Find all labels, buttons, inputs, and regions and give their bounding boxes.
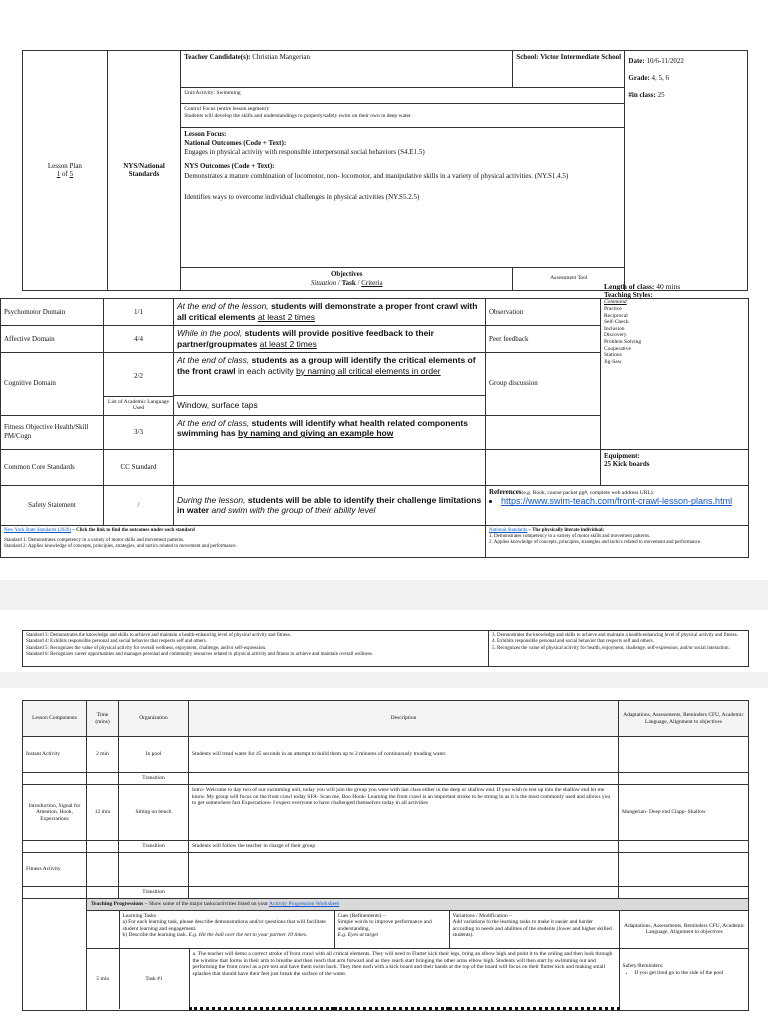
nys-outcome-2: Identifies ways to overcome individual challenges in physical activities (NY.S5.2.5) [184,192,420,201]
teacher-label: Teacher Candidate(s): [184,53,251,61]
task1-marker: a. [192,951,197,958]
domain-assessment: Observation [486,299,601,326]
teaching-progressions-note: – Show some of the major tasks/activities listed on your [144,901,268,907]
learning-tasks-header: Learning Tasks a) For each learning task, please describe demonstrations and/or questions that will facilitate student learning and engagement. b) Describe the learning task. E.g. Hit the ball over the net to your partner 10 times. [119,911,334,949]
objective-criteria: by naming and giving an example how [237,428,394,439]
objective-situation: At the end of class, [177,417,250,428]
objective-task: students will provide positive feedback to their partner/groupmates [177,328,434,349]
standard-item: Standard 2: Applies knowledge of concepts, principles, strategies, and tactics related to movement and performance. [4,543,237,549]
objectives-task: Task [341,278,356,287]
task1-safety-item: • If you get tired go to the side of the pool [635,970,747,977]
worksheet-link[interactable]: Activity Progression Worksheet [269,901,340,907]
standards-right-cell [486,525,749,557]
grade-value: 4, 5, 6 [651,73,670,82]
domain-name: Affective Domain [1,326,104,353]
variations-header [449,911,619,949]
teaching-style-item: Jig-Saw [604,358,622,365]
lesson-plan-total: 5 [69,170,74,179]
standard-item: 5. Recognizes the value of physical activity for health, enjoyment, challenge, self-expression, and/or social interaction. [492,645,730,651]
domain-code: 4/4 [104,326,174,353]
national-standards-link[interactable]: National Standards [489,527,528,533]
safety-italic: and swim with the group of their ability level [211,505,376,516]
lesson-focus-label: Lesson Focus: [184,130,227,138]
objectives-label: Objectives [330,270,363,278]
national-outcomes-value: Engages in physical activity with responsible interpersonal social behaviors (S4.E1.5) [184,147,425,156]
date-grade-cell [625,51,748,291]
intro-adaptation: Mangerian- Deep end Clapp- Shallow [619,785,749,841]
domain-code: 3/3 [104,415,174,449]
references-cell [486,485,749,525]
teaching-progressions-label: Teaching Progressions [91,901,144,907]
transition-label: Transition [119,841,189,853]
control-focus-value: Students will develop the skills and understandings to properly/safely swim on their own in deep water. [184,112,412,119]
safety-label: Safety Statement [1,485,104,525]
grade-label: Grade: [628,73,650,82]
task1-description [189,949,619,1009]
domain-name: Fitness Objective Health/Skill PM/Cogn [1,415,104,449]
nys-outcomes-label: NYS Outcomes (Code + Text): [184,162,275,171]
learning-tasks-label: Learning Tasks [122,912,157,919]
lesson-plan-page-3 [0,688,768,1024]
length-of-class [604,282,680,291]
objective-task: students will demonstrate a proper front crawl with all critical elements [177,301,478,322]
assessment-tool-label: Assessment Tool [513,268,625,291]
domain-assessment [486,415,601,449]
teaching-style-item: Stations [604,352,622,359]
teaching-style-item: Inclusion [604,325,625,332]
header-description: Description [189,701,619,737]
domain-code-cell [104,353,174,416]
objective-task: students will identify what health related components [251,417,468,428]
header-time: Time (mins) [87,701,119,737]
standard-item: Standard 3: Demonstrates the knowledge and skills to achieve and maintain a health-enhancing level of physical activity and fitness. [26,633,292,638]
standards-left-continued [23,631,489,667]
domain-code: 1/1 [104,299,174,326]
objective-mid: swimming has [177,428,236,439]
equipment-label: Equipment: [604,451,640,460]
standard-item: Standard 1: Demonstrates competency in a variety of motor skills and movement patterns. [4,537,185,543]
intro-time: 12 min [87,785,119,841]
teaching-styles-block [604,291,745,365]
task1-name: Task #1 [119,949,189,1009]
objective-criteria: at least 2 times [257,311,315,322]
teaching-style-item: Cooperative [604,345,631,352]
teaching-style-item: Self-Check [604,319,629,326]
references-label: References [489,487,522,496]
standard-item: Standard 6: Recognizes career opportunities and manages personal and community resources related to physical activity and fitness to achieve and maintain overall wellness. [26,651,373,657]
objectives-table [0,291,749,558]
standard-item: 2. Applies knowledge of concepts, principles, strategies and tactics related to movement and performance. [489,539,702,545]
lesson-components-table [22,700,749,1011]
intro-label: Introduction, Signal for Attention, Hook, Expectations [23,785,87,841]
teaching-style-item: Discovery [604,332,627,339]
variations-label: Variations / Modification – [452,912,512,919]
domain-objective [174,326,486,353]
learning-tasks-b-example: E.g. Hit the ball over the net to your partner 10 times. [188,932,308,939]
objective-situation: At the end of the lesson, [177,301,269,311]
domain-assessment: Peer feedback [486,326,601,353]
lesson-plan-label: Lesson Plan [47,161,82,170]
standards-label: NYS/National Standards [107,51,180,291]
standards-continued-table [22,630,749,667]
standard-item: 4. Exhibits responsible personal and social behavior that respects self and others. [492,639,654,645]
transition-label: Transition [119,773,189,785]
nys-standards-note: – Click the link to find the outcomes under each standard [72,527,195,533]
transition-label: Transition [119,887,189,899]
header-components: Lesson Components [23,701,87,737]
date-label: Date: [628,57,645,65]
teaching-style-item: Command [604,299,627,306]
cues-note: Simple words to improve performance and understanding. [337,919,432,932]
task1-safety-label: Safety/Reminders: [622,963,664,970]
safety-statement [174,485,486,525]
task1-time: 5 min [87,949,119,1009]
num-class-label: #in class: [628,90,656,99]
learning-tasks-a: For each learning task, please describe demonstrations and/or questions that will facilitate student learning and engagement. [122,919,326,932]
domain-code: 2/2 [104,356,173,397]
learning-tasks-b: Describe the learning task. [128,932,188,939]
unit-value: Swimming [216,90,241,96]
teacher-cell [181,51,513,88]
domain-objective [174,299,486,326]
intro-desc: Intro- Welcome to day two of our swimming unit, today you will join the group you were with last class either in the deep or shallow end. If you wish to test up into the shallow end let me know. My group will focus on the front crawl today SFA- Scan me, Boo Hook- Learning the front crawl is an important stroke to be strong in as it is the most commonly used and allows you to get somewhere fast Expectations- I expect everyone to have challenged themselves today in all activities [189,785,619,841]
variations-note: Add variations to the learning tasks to make it easier and harder according to needs and abilities of the students (lower and higher skilled students). [452,919,612,939]
instant-activity-org: In pool [119,737,189,773]
teacher-name: Christian Mangerian [252,53,310,61]
standard-item: 3. Demonstrates the knowledge and skills to achieve and maintain a health-enhancing level of physical activity and fitness. [492,633,738,638]
objective-criteria: by naming all critical elements in order [296,365,441,376]
national-standards-note: – The physically literate individual: [528,527,605,533]
equipment-cell [601,449,749,485]
task1-safety [619,949,749,1009]
instant-activity-time: 2 min [87,737,119,773]
safety-plain: During the lesson, [177,494,246,505]
standard-item: Standard 4: Exhibits responsible personal and social behavior that respects self and others. [26,639,207,645]
instant-activity-label: Instant Activity [23,737,87,773]
school-name: Victor Intermediate School [540,53,622,61]
length-value: 40 mins [656,282,681,291]
national-outcomes-label: National Outcomes (Code + Text): [184,138,287,147]
safety-bold: students will be able to identify their challenge limitations in water [177,494,482,516]
fitness-activity-label: Fitness Activity [23,853,87,887]
school-cell [513,51,625,88]
references-hint: (e.g. Book, course packet pg#, complete web address URL): [521,489,655,496]
header-organization: Organization [119,701,189,737]
common-core-label: Common Core Standards [1,449,104,485]
unit-label: Unit/Activity: [184,90,216,96]
length-teaching-cell [601,291,749,450]
objectives-criteria: Criteria [361,278,383,287]
objective-situation: While in the pool, [177,328,243,338]
teaching-style-item: Practice [604,305,622,312]
nys-outcome-1: Demonstrates a mature combination of locomotor, non- locomotor, and manipulative skills in a variety of physical activities. (NY.S1.4.5) [184,172,569,180]
control-focus-cell [181,104,625,128]
unit-cell [181,88,625,104]
domain-name: Cognitive Domain [1,353,104,416]
objectives-header: Objectives Situation / Task / Criteria [181,268,513,291]
lesson-plan-header-table [22,50,748,291]
domain-objective [174,415,486,449]
safety-code: / [104,485,174,525]
standard-item: Standard 5: Recognizes the value of physical activity for overall wellness, enjoyment, challenge, and/or self-expression. [26,645,267,651]
language-label: List of Academic Language Used [108,398,169,412]
transition-desc: Students will follow the teacher in charge of their group [189,841,619,853]
domain-name: Psychomotor Domain [1,299,104,326]
lesson-plan-number-cell [23,51,108,291]
length-label: Length of class: [604,282,655,291]
reference-link[interactable]: https://www.swim-teach.com/front-crawl-lesson-plans.html [501,496,733,507]
domain-objective [174,353,486,416]
objective-mid: in each activity [237,365,294,376]
intro-org: Sitting on bench [119,785,189,841]
lesson-plan-page-2 [0,610,768,672]
header-adaptations: Adaptations, Assessments, Reminders CFU, Academic Language, Alignment to objectives [619,701,749,737]
cues-label: Cues (Refinements) – [337,912,386,919]
domain-assessment: Group discussion [486,353,601,416]
standards-left-cell [1,525,486,557]
num-class-value: 25 [657,90,665,99]
progressions-subtable [87,911,749,1011]
standard-item: 1. Demonstrates competency in a variety of motor skills and movement patterns. [489,533,651,539]
teaching-progressions-cell [87,899,749,1011]
school-label: School: [516,53,539,61]
language-value: Window, surface taps [177,400,258,410]
teaching-styles-label: Teaching Styles: [604,291,653,299]
control-focus-label: Control Focus (entire lesson segment): [184,106,270,112]
standards-right-continued [489,631,749,667]
cues-header [334,911,449,949]
objective-criteria: at least 2 times [259,338,317,349]
lesson-plan-number: 1 [56,170,61,179]
common-core-value: CC Standard [104,449,174,485]
instant-activity-desc: Students will tread water for 45 seconds in an attempt to build them up to 2 minutes of continuously treading water. [189,737,619,773]
equipment-value: 25 Kick boards [604,460,650,469]
objective-task: students as a group will identify the critical elements of the front crawl [177,355,476,376]
lesson-plan-of: of [62,170,68,179]
cues-example: E.g. Eyes at target [337,932,379,939]
adapt-header: Adaptations, Assessments, Reminders CFU, Academic Language, Alignment to objectives [619,911,749,949]
date-value: 10/6-11/2022 [646,57,684,65]
teaching-style-item: Reciprocal [604,312,628,319]
objectives-situation: Situation [310,278,337,287]
objective-situation: At the end of class, [177,355,250,365]
nys-standards-link[interactable]: New York State Standards (2020) [4,527,72,533]
lesson-focus-cell [181,128,625,268]
teaching-style-item: Problem Solving [604,338,642,345]
task1-text: The teacher will demo a correct stroke of front crawl with all critical elements. They will need to Flutter kick their legs, bring an elbow high and point it to the ceiling and then look through the window that forms in their arm to breathe and then reach that arm forward and as they reach start bringing the other arms elbow high. Students will then start by swimming out and performing the front crawl as a pre test and have them swim back. They then each with a kick board and their hands at the top of the board will focus on their flutter kick and making small splashes that should have their feet just break the surface of the water. [192,951,613,977]
